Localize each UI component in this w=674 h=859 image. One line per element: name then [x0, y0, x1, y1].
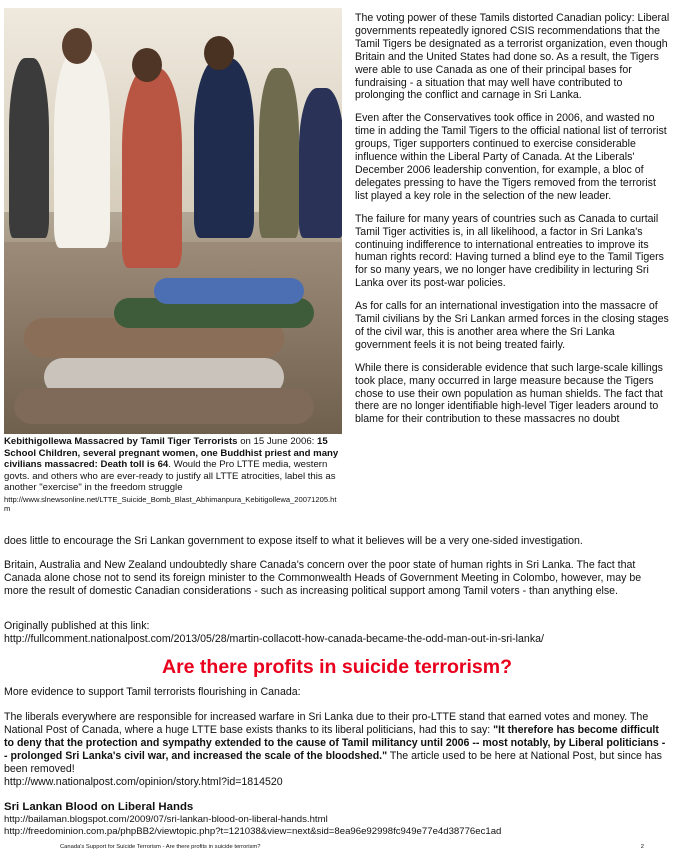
photo-caption	[4, 436, 342, 514]
paragraph-voting-power: The voting power of these Tamils distorted Canadian policy: Liberal governments repeatedly ignored CSIS recommendations that the Tamil Tigers be designated as a terrorist organization, even though Britain and the United States had done so. As a result, the Tigers were able to use Canada as one of their principal bases for fundraising - a situation that may well have contributed to prolonging the conflict and carnage in Sri Lanka.	[355, 12, 670, 102]
liberals-quote: "It therefore has become difficult to deny that the protection and sympathy extended to the cause of Tamil militancy until 2006 -- most notably, by Liberal politicians -- prolonged Sri Lanka's civil war, and increased the scale of the bloodshed."	[4, 723, 666, 762]
page-number: 2	[640, 844, 644, 850]
photo-block	[4, 8, 342, 514]
paragraph-conservatives: Even after the Conservatives took office in 2006, and wasted no time in adding the Tamil Tigers to the official national list of terrorist groups, Tiger supporters continued to exercise considerable influence within the Liberal Party of Canada. At the Liberals' December 2006 leadership convention, for example, a bloc of delegates pressing to have the Tigers removed from the terrorist list played a key role in the selection of the new leader.	[355, 112, 667, 202]
blood-heading: Sri Lankan Blood on Liberal Hands	[4, 801, 194, 813]
paragraph-failure: The failure for many years of countries such as Canada to curtail Tamil Tiger activities is, in all likelihood, a factor in Sri Lanka's continuing indifference to international entreaties to improve its human rights record: Having turned a blind eye to the Tamil Tigers for so many years, we no longer have credibility in lecturing Sri Lanka over its post-war policies.	[355, 212, 664, 290]
right-column	[355, 12, 671, 436]
blood-link-2[interactable]: http://freedominion.com.pa/phpBB2/viewtopic.php?t=121038&view=next&sid=8ea96e92998fc949e77e4d38776ec1ad	[4, 825, 502, 837]
blood-block	[4, 801, 668, 838]
footer-title: Canada's Support for Suicide Terrorism - Are there profits in suicide terrorism?	[60, 844, 261, 850]
caption-bold-2: 15 School Children, several pregnant women, one Buddhist priest and many civilians massacred: Death toll is 64	[4, 436, 339, 471]
paragraph-evidence: While there is considerable evidence that such large-scale killings took place, many occurred in large measure because the Tigers chose to use their own population as human shields. The fact that there are no longer identifiable high-level Tiger leaders around to blame for their contribution to these massacres no doubt	[355, 361, 663, 426]
liberals-block	[4, 711, 668, 788]
paragraph-britain: Britain, Australia and New Zealand undoubtedly share Canada's concern over the poor state of human rights in Sri Lanka. The fact that Canada alone chose not to send its foreign minister to the Commonwealth Heads of Government Meeting in Colombo, however, may be more the result of domestic Canadian considerations - such as increasing political support among Tamil voters - than anything else.	[4, 559, 642, 597]
britain-block	[4, 559, 668, 598]
section-headline: Are there profits in suicide terrorism?	[161, 656, 512, 678]
caption-bold-1: Kebithigollewa Massacred by Tamil Tiger Terrorists	[4, 436, 238, 447]
caption-source-link[interactable]: http://www.slnewsonline.net/LTTE_Suicide_Bomb_Blast_Abhimanpura_Kebitigollewa_20071205.htm	[4, 494, 337, 514]
caption-text-2: . Would the Pro LTTE media, western govts. and others who are ever-ready to justify all LTTE atrocities, label this as another "exercise" in the freedom struggle	[4, 459, 336, 494]
continuation-block	[4, 535, 668, 548]
paragraph-continuation: does little to encourage the Sri Lankan government to expose itself to what it believes will be a very one-sided investigation.	[4, 535, 583, 547]
liberals-link[interactable]: http://www.nationalpost.com/opinion/story.html?id=1814520	[4, 775, 283, 788]
page-footer	[60, 844, 660, 850]
paragraph-liberals	[4, 711, 668, 776]
published-link[interactable]: http://fullcomment.nationalpost.com/2013/05/28/martin-collacott-how-canada-became-the-odd-man-out-in-sri-lanka/	[4, 632, 544, 645]
more-evidence-text: More evidence to support Tamil terrorists flourishing in Canada:	[4, 686, 301, 698]
published-label: Originally published at this link:	[4, 620, 150, 632]
published-block	[4, 620, 668, 646]
blood-link-1[interactable]: http://bailaman.blogspot.com/2009/07/sri-lankan-blood-on-liberal-hands.html	[4, 813, 328, 825]
massacre-photo	[4, 8, 342, 434]
liberals-text-2: The article used to be here at National Post, but since has been removed!	[4, 749, 662, 775]
caption-text-1: on 15 June 2006:	[237, 436, 318, 447]
liberals-text-1: The liberals everywhere are responsible for increased warfare in Sri Lanka due to their pro-LTTE stand that earned votes and money. The National Post of Canada, where a huge LTTE base exists thanks to its liberal politicians, had this to say:	[4, 711, 649, 736]
paragraph-investigation: As for calls for an international investigation into the massacre of Tamil civilians by the Sri Lankan armed forces in the closing stages of the civil war, this is another area where the Sri Lanka government feels it is not being treated fairly.	[355, 300, 669, 351]
more-evidence-block	[4, 686, 668, 699]
